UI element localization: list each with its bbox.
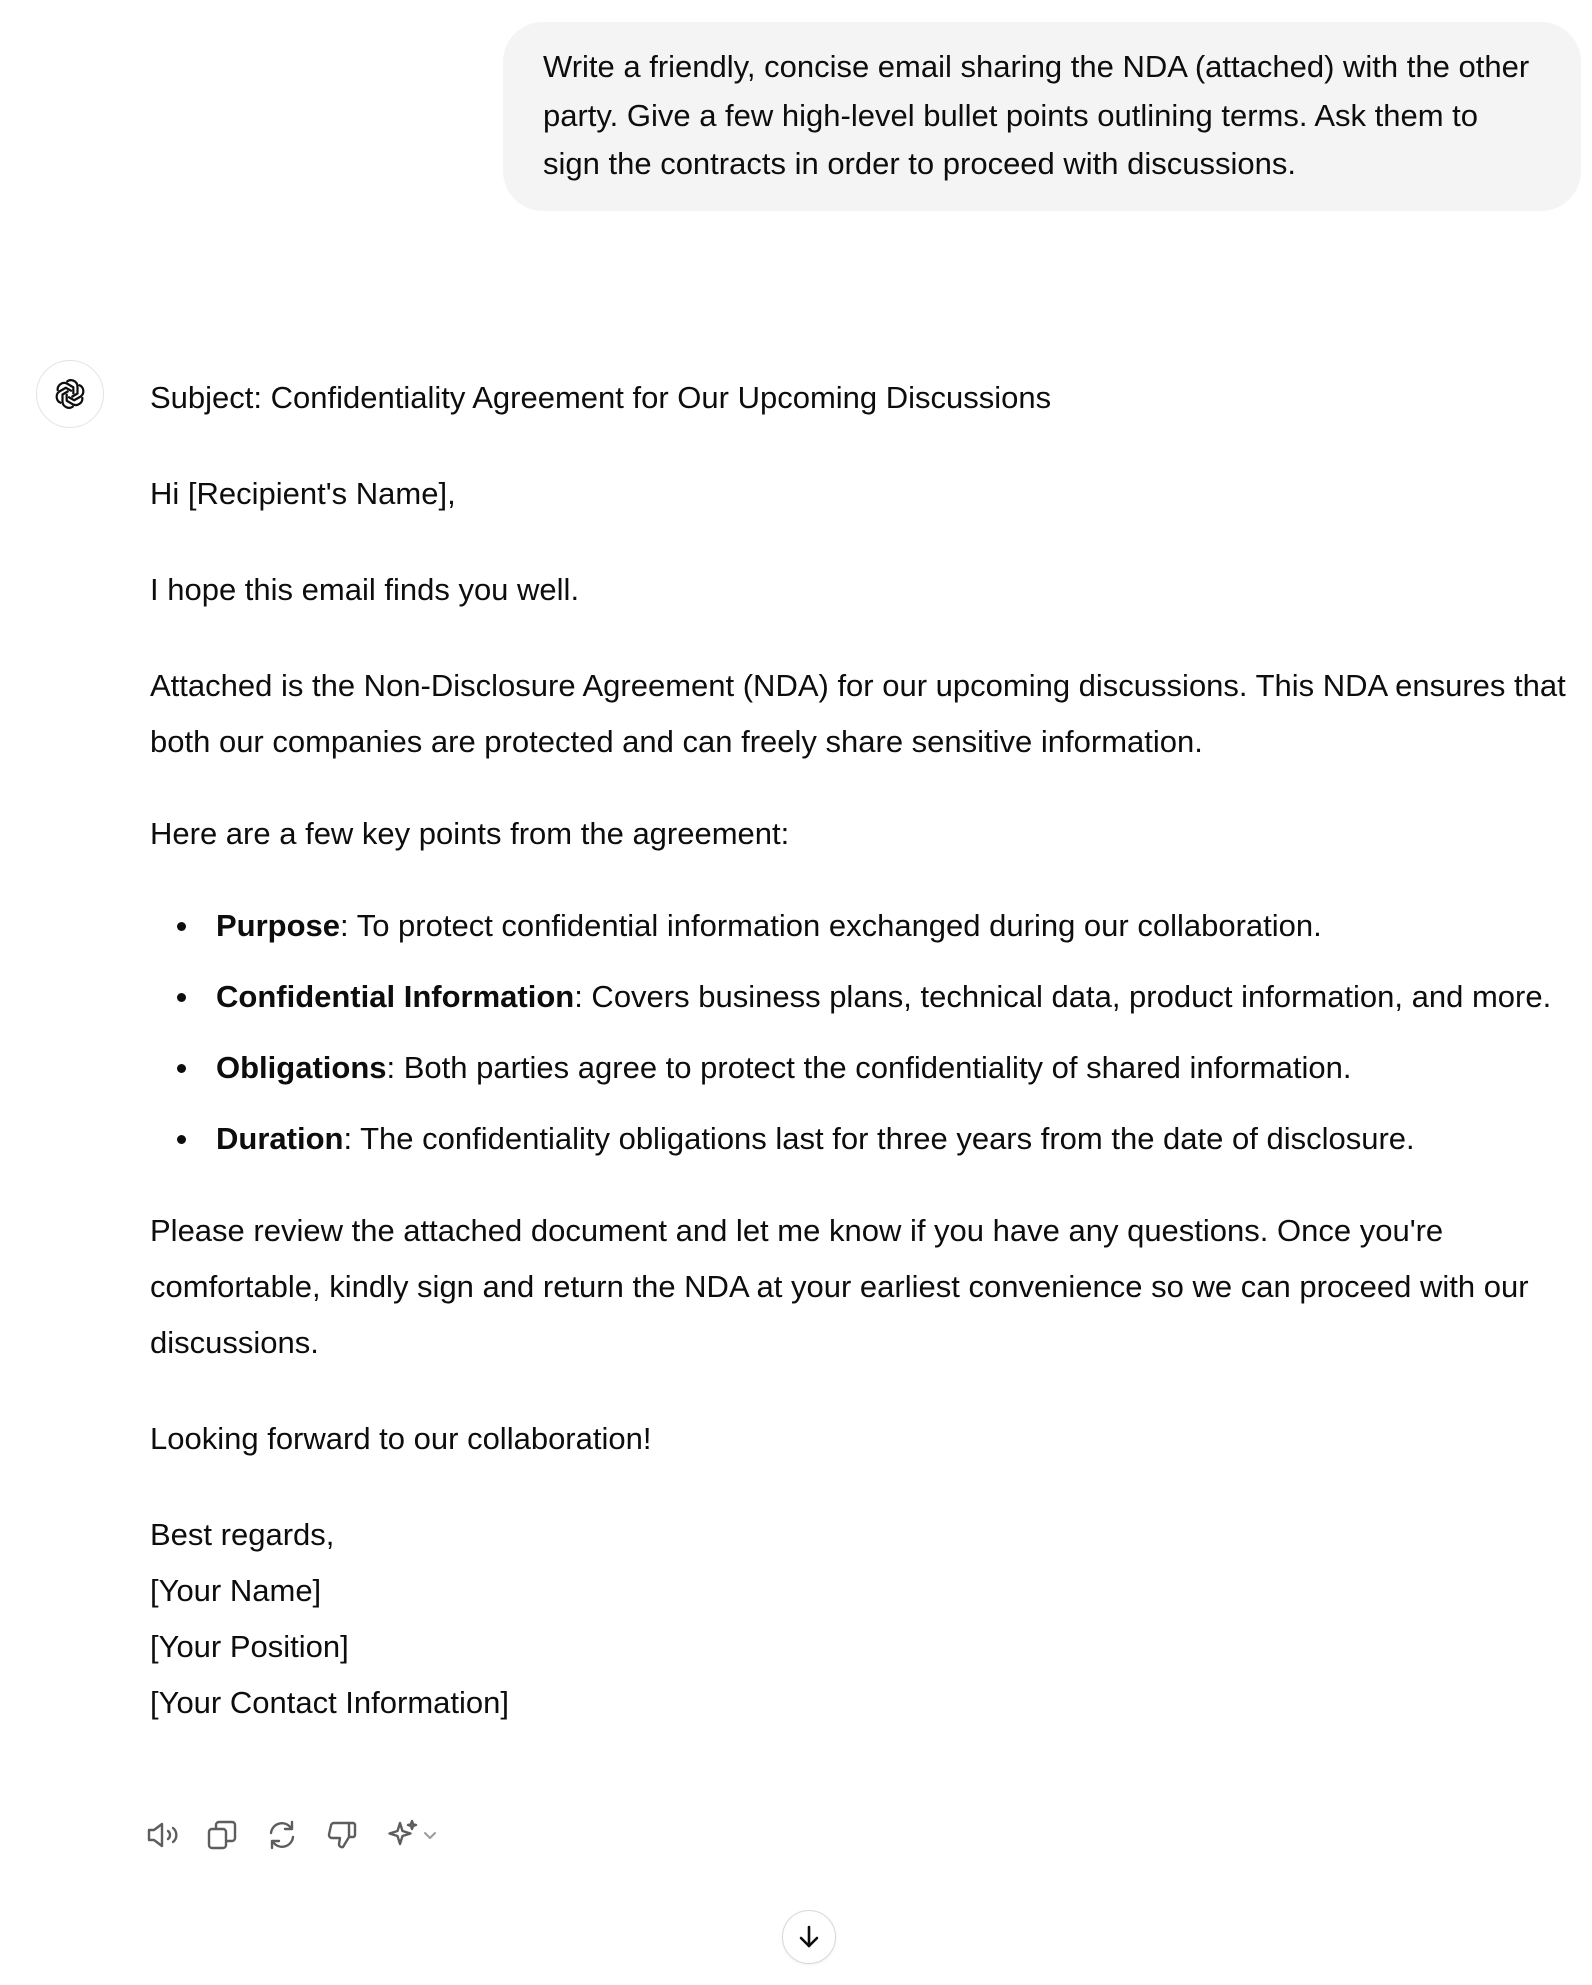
list-item [150, 1111, 1570, 1167]
copy-button[interactable] [206, 1812, 266, 1858]
chevron-down-icon [422, 1827, 438, 1843]
list-item [150, 969, 1570, 1025]
message-actions [146, 1812, 438, 1858]
email-intro: Attached is the Non-Disclosure Agreement (NDA) for our upcoming discussions. This NDA ensures that both our companies are protected and can freely share sensitive information. [150, 668, 1566, 759]
bullet-text: : To protect confidential information exchanged during our collaboration. [340, 908, 1322, 943]
bullet-text: : Both parties agree to protect the confidentiality of shared information. [386, 1050, 1352, 1085]
email-signature [150, 1507, 1570, 1731]
list-item [150, 898, 1570, 954]
model-switch-button[interactable] [386, 1818, 438, 1852]
openai-logo-icon [50, 374, 90, 414]
bullet-term: Duration [216, 1121, 344, 1156]
bullet-text: : Covers business plans, technical data, product information, and more. [574, 979, 1552, 1014]
signoff: Best regards, [150, 1517, 335, 1552]
user-message-bubble [503, 22, 1581, 211]
bullet-term: Purpose [216, 908, 341, 943]
scroll-to-bottom-button[interactable] [782, 1910, 836, 1964]
bullet-term: Obligations [216, 1050, 387, 1085]
bullet-text: : The confidentiality obligations last for three years from the date of disclosure. [343, 1121, 1415, 1156]
signature-contact: [Your Contact Information] [150, 1685, 509, 1720]
signature-name: [Your Name] [150, 1573, 322, 1608]
user-message-text: Write a friendly, concise email sharing the NDA (attached) with the other party. Give a few high-level bullet points outlining terms. Ask them to sign the contracts in order to proceed with discussions. [543, 49, 1530, 181]
signature-position: [Your Position] [150, 1629, 349, 1664]
thumbs-down-button[interactable] [326, 1812, 386, 1858]
key-points-list [150, 898, 1570, 1167]
read-aloud-button[interactable] [146, 1812, 206, 1858]
assistant-avatar [36, 360, 104, 428]
bullet-term: Confidential Information [216, 979, 575, 1014]
thumbs-down-icon [326, 1819, 358, 1851]
regenerate-button[interactable] [266, 1812, 326, 1858]
key-points-intro: Here are a few key points from the agreement: [150, 816, 790, 851]
email-subject: Subject: Confidentiality Agreement for Our Upcoming Discussions [150, 380, 1052, 415]
email-opening: I hope this email finds you well. [150, 572, 580, 607]
email-greeting: Hi [Recipient's Name], [150, 476, 456, 511]
regenerate-icon [266, 1819, 298, 1851]
assistant-message [150, 370, 1570, 1731]
email-request: Please review the attached document and let me know if you have any questions. Once you're comfortable, kindly sign and return the NDA at your earliest convenience so we can proceed with our discussions. [150, 1213, 1529, 1360]
copy-icon [206, 1819, 238, 1851]
email-closing-line: Looking forward to our collaboration! [150, 1421, 652, 1456]
list-item [150, 1040, 1570, 1096]
arrow-down-icon [795, 1923, 823, 1951]
read-aloud-icon [146, 1820, 182, 1850]
sparkle-icon [386, 1818, 420, 1852]
